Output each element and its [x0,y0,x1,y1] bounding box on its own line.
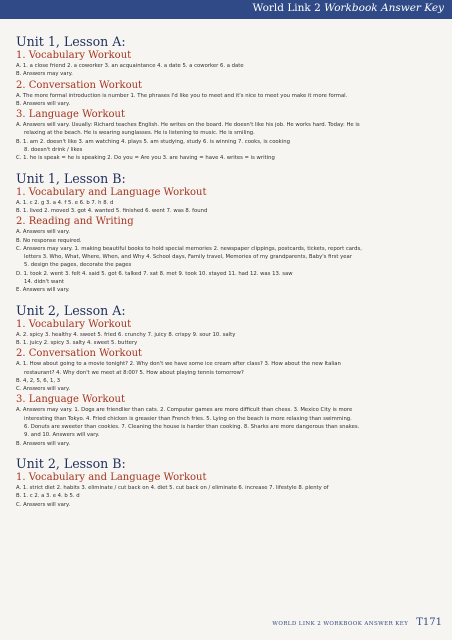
answer-line: C. 1. he is speak = he is speaking 2. Do you = Are you 3. are having = have 4. writes = is writing [16,155,275,162]
answer-line: A. 2. spicy 3. healthy 4. sweet 5. fried 6. crunchy 7. juicy 8. crispy 9. sour 10. salty [16,331,236,338]
answer-line: 5. design the pages, decorate the pages [24,262,132,269]
answer-line: B. Answers may vary. [16,71,73,78]
answer-line: 9. and 10. Answers will vary. [24,432,100,439]
answer-line: A. Answers will vary. [16,229,70,236]
answer-line: A. 1. c 2. g 3. a 4. f 5. e 6. b 7. h 8. d [16,199,114,206]
answer-line: C. Answers may vary. 1. making beautiful books to hold special memories 2. newspaper clippings, postcards, tickets, report cards, [16,245,362,252]
unit-2a-title: Unit 2, Lesson A: [16,302,126,318]
answer-line: letters 3. Who, What, Where, When, and Why 4. School days, Family travel, Memories of my grandparents, Baby's first year [24,254,352,261]
unit-1b-title: Unit 1, Lesson B: [16,170,126,186]
answer-line: 14. didn't want [24,279,64,286]
answer-line: D. 1. took 2. went 3. felt 4. said 5. got 6. talked 7. sat 8. met 9. took 10. stayed 11. had 12. was 13. saw [16,270,293,277]
answer-line: A. Answers will vary. Usually: Richard teaches English. He writes on the board. He doesn't like his job. He works hard. Today: He is [16,122,360,129]
answer-line: B. 1. c 2. a 3. e 4. b 5. d [16,493,80,500]
answer-line: B. Answers will vary. [16,100,71,107]
header-title-italic: Workbook Answer Key [324,2,444,14]
answer-line: relaxing at the beach. He is wearing sunglasses. He is listening to music. He is smiling. [24,130,255,137]
answer-line: A. 1. a close friend 2. a coworker 3. an acquaintance 4. a date 5. a coworker 6. a date [16,63,244,69]
answer-line: restaurant? 4. Why don't we meet at 8:00? 5. How about playing tennis tomorrow? [24,369,244,376]
answer-line: B. 1. am 2. doesn't like 3. am watching 4. plays 5. am studying, study 6. is winning 7. cooks, is cooking [16,138,290,145]
answer-line: B. Answers will vary. [16,440,71,447]
answer-line: C. Answers will vary. [16,386,71,393]
unit-1a-section-3-title: 3. Language Workout [16,109,126,121]
unit-1a-section-2-title: 2. Conversation Workout [16,79,143,91]
unit-2a-section-2-title: 2. Conversation Workout [16,348,143,360]
answer-line: B. 1. lived 2. moved 3. got 4. wanted 5. finished 6. went 7. was 8. found [16,207,208,214]
unit-1b-section-1-title: 1. Vocabulary and Language Workout [16,186,207,198]
answer-line: E. Answers will vary. [16,287,70,294]
header-title-plain: World Link 2 [252,2,321,14]
unit-2a-section-3-title: 3. Language Workout [16,394,126,406]
answer-line: B. 4, 2, 5, 6, 1, 3 [16,377,61,384]
unit-1a-title: Unit 1, Lesson A: [16,34,126,49]
header-title [252,2,444,14]
unit-2b-title: Unit 2, Lesson B: [16,455,126,471]
unit-2a-section-1-title: 1. Vocabulary Workout [16,318,132,330]
answer-line: A. Answers may vary. 1. Dogs are friendlier than cats. 2. Computer games are more difficult than chess. 3. Mexico City is more [16,407,353,414]
page-footer [272,617,442,628]
footer-label: WORLD LINK 2 WORKBOOK ANSWER KEY [272,621,409,627]
answer-line: A. 1. strict diet 2. habits 3. eliminate / cut back on 4. diet 5. cut back on / eliminate 6. increase 7. lifestyle 8. plenty of [16,484,329,491]
answer-line: C. Answers will vary. [16,501,71,508]
unit-1b-section-2-title: 2. Reading and Writing [16,216,134,228]
answer-line: interesting than Tokyo. 4. Fried chicken is greasier than French fries. 5. Lying on the beach is more relaxing than swimming. [24,415,352,422]
answer-line: B. No response required. [16,237,82,244]
answer-line: B. 1. juicy 2. spicy 3. salty 4. sweet 5. buttery [16,339,138,346]
unit-1a-section-1-title: 1. Vocabulary Workout [16,50,132,61]
answer-key-content [16,34,436,509]
answer-line: 6. Donuts are sweeter than cookies. 7. Cleaning the house is harder than cooking. 8. Sharks are more dangerous than snakes. [24,424,360,431]
answer-line: A. 1. How about going to a movie tonight? 2. Why don't we have some ice cream after class? 3. How about the new Italian [16,361,341,368]
header-bar [0,0,452,19]
page-number: T171 [416,617,442,628]
unit-2b-section-1-title: 1. Vocabulary and Language Workout [16,471,207,483]
answer-line: 8. doesn't drink / likes [24,147,83,154]
answer-line: A. The more formal introduction is number 1. The phrases I'd like you to meet and it's nice to meet you make it more formal. [16,92,348,99]
